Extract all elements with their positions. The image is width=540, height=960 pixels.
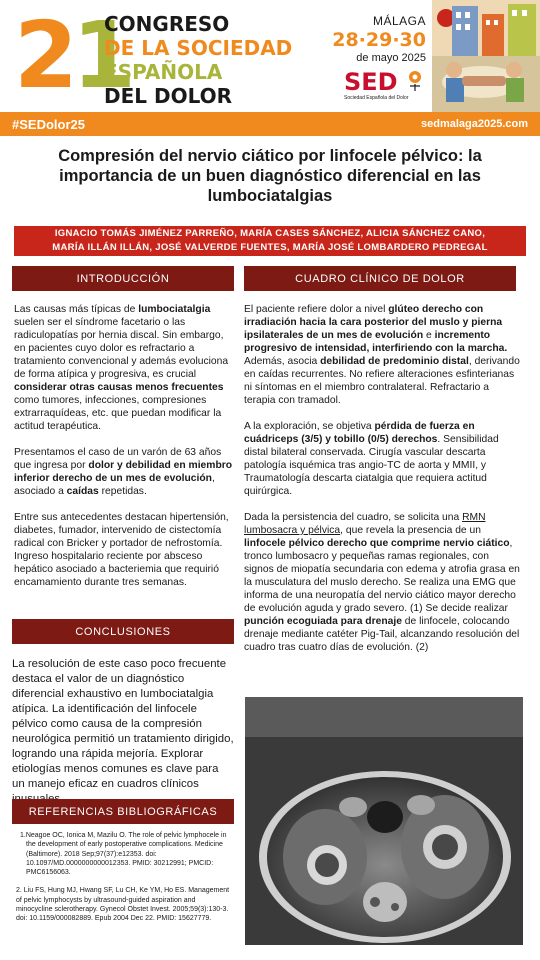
congress-title-line: DE LA SOCIEDAD bbox=[104, 36, 293, 60]
body-text-run: Las causas más típicas de bbox=[14, 304, 139, 315]
congress-header bbox=[0, 0, 540, 112]
underlined-text: RMN lumbosacra y pélvica bbox=[244, 512, 486, 536]
emphasis-text: incremento progresivo de intensidad, interfiriendo con la marcha. bbox=[244, 330, 508, 354]
intro-paragraph bbox=[14, 303, 234, 433]
emphasis-text: glúteo derecho con irradiación hacia la cara posterior del muslo y pierna ipsilaterales de un mes de evolución bbox=[244, 304, 503, 341]
intro-paragraph bbox=[14, 511, 234, 589]
section-header-clinical: CUADRO CLÍNICO DE DOLOR bbox=[244, 266, 516, 291]
congress-number: 21 bbox=[14, 2, 131, 109]
congress-title-line: ESPAÑOLA bbox=[104, 60, 223, 84]
body-text-run: como tumores, infecciones, compresiones extrarraquídeas, etc. que puedan modificar la actitud terapéutica. bbox=[14, 395, 222, 432]
body-text-run: , asociado a bbox=[14, 473, 215, 497]
mri-scan-image bbox=[245, 697, 523, 945]
authors-bar bbox=[14, 226, 526, 256]
section-header-references: REFERENCIAS BIBLIOGRÁFICAS bbox=[12, 799, 234, 824]
sun-icon bbox=[406, 70, 424, 92]
authors-line: MARÍA ILLÁN ILLÁN, JOSÉ VALVERDE FUENTES, MARÍA JOSÉ LOMBARDERO PEDREGAL bbox=[52, 242, 488, 253]
conclusions-text: La resolución de este caso poco frecuente destaca el valor de un diagnóstico diferencial exhaustivo en lumbociatalgia atípica. La identificación del linfocele pélvico como causa de la compresión neurológica permitió un tratamiento dirigido, logrando una rápida mejoría. Explorar etiologías menos comunes es clave para un manejo eficaz en cuadros clínicos bbox=[12, 658, 234, 790]
body-text-run: e bbox=[423, 330, 435, 341]
congress-title-line: CONGRESO bbox=[104, 12, 230, 36]
body-text-run: de linfocele, colocando drenaje mediante catéter Pig-Tail, alcanzando resolución del cuadro tras cuatro días de evolución. (2) bbox=[244, 616, 520, 653]
emphasis-text: pérdida de fuerza en cuádriceps (3/5) y tobillo (0/5) derechos bbox=[244, 421, 475, 445]
event-month: de mayo 2025 bbox=[356, 52, 426, 64]
sed-logo bbox=[344, 70, 428, 101]
intro-paragraph bbox=[14, 446, 234, 498]
hashtag: #SEDolor25 bbox=[12, 116, 85, 132]
emphasis-text: dolor y debilidad en miembro inferior derecho de un mes de evolución bbox=[14, 460, 233, 484]
reference-item: 1.Neagoe OC, Ionica M, Mazilu O. The role of pelvic lymphocele in the development of early postoperative complications. Medicine (Baltimore). 2018 Sep;97(37):e12353. doi: 10.1097/MD.0000000000012353. PMID: 30212991; PMCID: PMC6156063. bbox=[20, 832, 227, 877]
sed-logo-text: SED bbox=[344, 68, 398, 96]
emphasis-text: punción ecoguiada para drenaje bbox=[244, 616, 402, 627]
body-text-run: Presentamos el caso de un varón de 63 años que ingresa por bbox=[14, 447, 222, 471]
authors-line: IGNACIO TOMÁS JIMÉNEZ PARREÑO, MARÍA CASES SÁNCHEZ, ALICIA SÁNCHEZ CANO, bbox=[54, 228, 486, 239]
section-header-intro: INTRODUCCIÓN bbox=[12, 266, 234, 291]
clinical-paragraph bbox=[244, 511, 520, 654]
poster-title: Compresión del nervio ciático por linfocele pélvico: la importancia de un buen diagnóstico diferencial en las lumbociatalgias bbox=[58, 147, 482, 205]
references-list bbox=[16, 831, 232, 924]
reference-item: 2. Liu FS, Hung MJ, Hwang SF, Lu CH, Ke YM, Ho ES. Management of pelvic lymphocysts by ultrasound-guided aspiration and minocycline sclerotherapy. Gynecol Obstet Invest. 2005;59(3):130-3. doi: 10.1159/000082889. Epub 2004 Dec 22. PMID: 15627779. bbox=[16, 887, 230, 923]
event-info bbox=[322, 14, 426, 64]
emphasis-text: considerar otras causas menos frecuentes bbox=[14, 382, 224, 393]
emphasis-text: debilidad de predominio distal bbox=[320, 356, 469, 367]
sed-logo-mark bbox=[344, 70, 428, 94]
body-text-run: , que revela la presencia de un bbox=[340, 525, 481, 536]
sed-logo-subtitle: Sociedad Española del Dolor bbox=[344, 95, 409, 101]
congress-title-line: DEL DOLOR bbox=[104, 84, 233, 108]
body-text-run: El paciente refiere dolor a nivel bbox=[244, 304, 389, 315]
event-city: MÁLAGA bbox=[372, 14, 426, 28]
event-dates: 28·29·30 bbox=[332, 29, 426, 51]
clinical-text bbox=[244, 303, 520, 667]
body-text-run: Además, asocia bbox=[244, 356, 321, 367]
header-illustration bbox=[432, 0, 540, 112]
body-text-run: . Sensibilidad distal bilateral conservada. Cirugía vascular descarta patología isquémica tras angio-TC de aorta y MMII, y Traumatología descarta ciatalgia que requiera actitud quirúrgica. bbox=[244, 434, 499, 497]
congress-title bbox=[104, 12, 292, 108]
clinical-paragraph bbox=[244, 303, 520, 407]
body-text-run: , derivando en caídas recurrentes. No refiere alteraciones esfinterianas ni síntomas en el miembro contralateral. Refractario a terapia con tramadol. bbox=[244, 356, 520, 406]
body-text-run: Entre sus antecedentes destacan hipertensión, diabetes, fumador, intervenido de cistectomía radical con Bricker y portador de nefrostomía. Ingreso hospitalario reciente por absceso hepático asociado a bacteriemia que requirió encamamiento durante tres semanas. bbox=[14, 512, 229, 588]
website-link[interactable]: sedmalaga2025.com bbox=[420, 118, 528, 130]
body-text-run: Dada la persistencia del cuadro, se solicita una bbox=[244, 512, 463, 523]
intro-text bbox=[14, 303, 234, 602]
hashtag-bar bbox=[0, 112, 540, 136]
body-text-run: , tronco lumbosacro y pequeñas ramas regionales, con signos de miopatía secundaria con edema y atrofia grasa en la musculatura del muslo derecho. Se realiza una EMG que informa de una neuropatía del nervio ciático mayor derecho de evolución aguda y grado severo. (1) Se decide realizar bbox=[244, 538, 520, 614]
clinical-paragraph bbox=[244, 420, 520, 498]
body-text-run: suelen ser el síndrome facetario o las radiculopatías por hernia discal. Sin embargo, en pacientes cuyo dolor es refractario a tratamiento convencional y además evoluciona de forma atípica y progresiva, es crucial bbox=[14, 317, 229, 380]
section-header-conclusions: CONCLUSIONES bbox=[12, 619, 234, 644]
emphasis-text: caídas bbox=[66, 486, 99, 497]
body-text-run: repetidas. bbox=[98, 486, 147, 497]
body-text-run: A la exploración, se objetiva bbox=[244, 421, 375, 432]
emphasis-text: linfocele pélvico derecho que comprime nervio ciático bbox=[244, 538, 510, 549]
emphasis-text: lumbociatalgia bbox=[138, 304, 211, 315]
